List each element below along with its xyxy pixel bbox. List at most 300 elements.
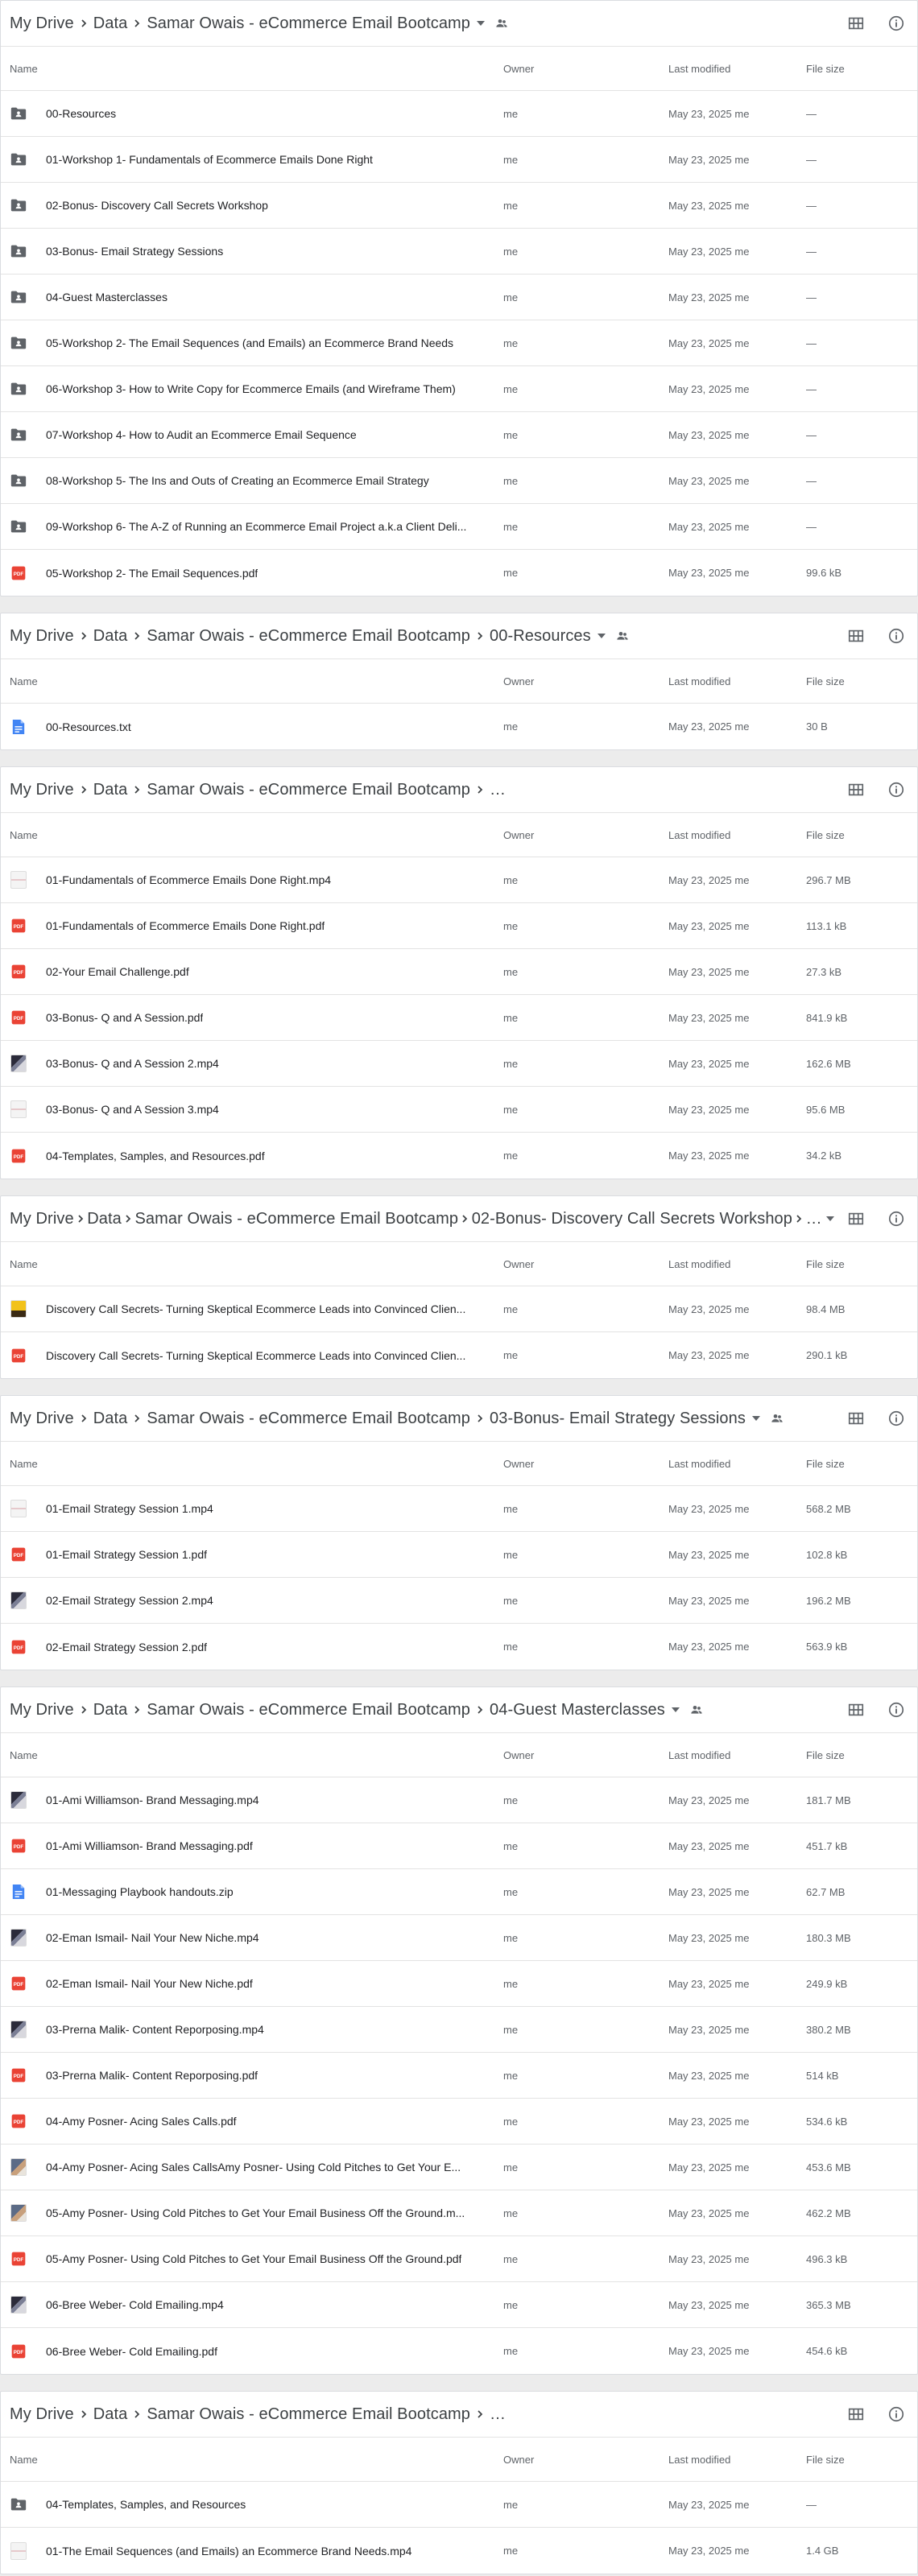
file-name: 04-Templates, Samples, and Resources.pdf xyxy=(46,1149,265,1162)
column-last-modified[interactable]: Last modified xyxy=(668,1748,731,1761)
pdf-file-icon xyxy=(10,2250,27,2268)
breadcrumb-item[interactable]: Samar Owais - eCommerce Email Bootcamp xyxy=(134,1209,459,1228)
file-owner: me xyxy=(503,1977,519,1990)
breadcrumb-item[interactable]: My Drive xyxy=(10,2405,74,2423)
video-thumbnail xyxy=(10,1100,27,1118)
chevron-right-icon xyxy=(792,1209,806,1228)
video-thumbnail-icon xyxy=(10,1791,27,1809)
file-last-modified: May 23, 2025 me xyxy=(668,2252,750,2265)
info-icon[interactable] xyxy=(885,2403,908,2425)
column-owner[interactable]: Owner xyxy=(503,828,535,841)
file-owner: me xyxy=(503,153,519,166)
file-size: 380.2 MB xyxy=(806,2023,851,2036)
file-row[interactable] xyxy=(1,1332,917,1378)
file-last-modified: May 23, 2025 me xyxy=(668,1150,750,1162)
file-name-cell xyxy=(1,2021,503,2038)
file-owner: me xyxy=(503,965,519,978)
file-row[interactable] xyxy=(1,1087,917,1133)
column-owner[interactable]: Owner xyxy=(503,1748,535,1761)
file-name-cell xyxy=(1,334,503,352)
column-name[interactable]: Name xyxy=(10,2453,38,2466)
video-thumbnail xyxy=(10,1300,27,1318)
file-name-cell xyxy=(1,1500,503,1517)
breadcrumb-item[interactable]: Samar Owais - eCommerce Email Bootcamp xyxy=(147,1700,471,1719)
breadcrumb-item[interactable]: Samar Owais - eCommerce Email Bootcamp xyxy=(147,1409,471,1427)
file-row[interactable] xyxy=(1,1961,917,2007)
file-owner: me xyxy=(503,2298,519,2311)
file-row[interactable] xyxy=(1,2099,917,2145)
grid-view-icon[interactable] xyxy=(845,12,867,35)
file-size: — xyxy=(806,382,817,395)
breadcrumb xyxy=(10,1700,835,1719)
view-tools xyxy=(845,1208,908,1230)
grid-view-icon[interactable] xyxy=(845,778,867,801)
column-name[interactable]: Name xyxy=(10,62,38,75)
table-header xyxy=(1,47,917,91)
file-name: 02-Eman Ismail- Nail Your New Niche.mp4 xyxy=(46,1931,259,1944)
table-header xyxy=(1,1733,917,1777)
file-name-cell xyxy=(1,1638,503,1656)
file-last-modified: May 23, 2025 me xyxy=(668,153,750,166)
breadcrumb-bar xyxy=(1,767,917,813)
file-size: 841.9 kB xyxy=(806,1011,848,1024)
file-name: 01-Fundamentals of Ecommerce Emails Done Right.pdf xyxy=(46,919,325,932)
file-name-cell xyxy=(1,1009,503,1026)
file-row[interactable] xyxy=(1,2236,917,2282)
video-thumbnail-icon xyxy=(10,1591,27,1609)
grid-view-icon[interactable] xyxy=(845,1407,867,1430)
file-row[interactable] xyxy=(1,1777,917,1823)
info-icon[interactable] xyxy=(885,12,908,35)
file-size: 113.1 kB xyxy=(806,919,847,932)
breadcrumb-item[interactable]: Samar Owais - eCommerce Email Bootcamp xyxy=(147,14,471,32)
breadcrumb-item[interactable]: My Drive xyxy=(10,1700,74,1719)
svg-text:PDF: PDF xyxy=(13,571,24,577)
grid-view-icon[interactable] xyxy=(845,1699,867,1721)
column-file-size[interactable]: File size xyxy=(806,675,845,687)
file-row[interactable] xyxy=(1,704,917,749)
file-row[interactable] xyxy=(1,1823,917,1869)
breadcrumb-bar xyxy=(1,1196,917,1242)
chevron-right-icon xyxy=(470,2405,490,2424)
file-row[interactable] xyxy=(1,1041,917,1087)
breadcrumb-bar xyxy=(1,1,917,47)
file-name-cell xyxy=(1,380,503,398)
file-owner: me xyxy=(503,245,519,258)
file-owner: me xyxy=(503,1502,519,1515)
breadcrumb-item[interactable]: Data xyxy=(87,1209,122,1228)
file-name: 01-Email Strategy Session 1.pdf xyxy=(46,1548,207,1561)
file-owner: me xyxy=(503,1057,519,1070)
folder-panel xyxy=(0,1395,918,1670)
shared-folder-icon xyxy=(10,334,27,352)
column-last-modified[interactable]: Last modified xyxy=(668,2453,731,2466)
file-row[interactable] xyxy=(1,91,917,137)
file-row[interactable] xyxy=(1,1532,917,1578)
file-name-cell xyxy=(1,2250,503,2268)
file-name: 01-Fundamentals of Ecommerce Emails Done Right.mp4 xyxy=(46,873,332,886)
table-header xyxy=(1,2438,917,2482)
view-tools xyxy=(845,2403,908,2425)
file-last-modified: May 23, 2025 me xyxy=(668,567,750,579)
file-row[interactable] xyxy=(1,1915,917,1961)
file-last-modified: May 23, 2025 me xyxy=(668,2023,750,2036)
chevron-right-icon xyxy=(74,14,93,33)
shared-folder-icon xyxy=(614,628,631,644)
video-thumbnail xyxy=(10,2021,27,2038)
file-name-cell xyxy=(1,1055,503,1072)
column-name[interactable]: Name xyxy=(10,1748,38,1761)
video-thumbnail xyxy=(10,871,27,889)
shared-folder-icon xyxy=(10,518,27,535)
chevron-right-icon xyxy=(127,2405,147,2424)
svg-text:PDF: PDF xyxy=(13,2073,24,2079)
breadcrumb xyxy=(10,1409,835,1428)
file-last-modified: May 23, 2025 me xyxy=(668,1548,750,1561)
file-owner: me xyxy=(503,567,519,579)
folder-menu-caret-icon[interactable] xyxy=(594,628,609,644)
file-owner: me xyxy=(503,1548,519,1561)
file-size: 162.6 MB xyxy=(806,1057,851,1070)
file-last-modified: May 23, 2025 me xyxy=(668,1794,750,1806)
breadcrumb-item[interactable]: 04-Guest Masterclasses xyxy=(490,1700,665,1719)
file-last-modified: May 23, 2025 me xyxy=(668,1931,750,1944)
column-file-size[interactable]: File size xyxy=(806,828,845,841)
file-last-modified: May 23, 2025 me xyxy=(668,2345,750,2357)
svg-text:PDF: PDF xyxy=(13,2256,24,2263)
video-thumbnail-icon xyxy=(10,1100,27,1118)
column-last-modified[interactable]: Last modified xyxy=(668,1457,731,1470)
file-name: Discovery Call Secrets- Turning Skeptical Ecommerce Leads into Convinced Clien... xyxy=(46,1302,466,1315)
info-icon[interactable] xyxy=(885,1407,908,1430)
column-file-size[interactable]: File size xyxy=(806,62,845,75)
file-last-modified: May 23, 2025 me xyxy=(668,919,750,932)
file-name: 09-Workshop 6- The A-Z of Running an Ecommerce Email Project a.k.a Client Deli... xyxy=(46,520,467,533)
info-icon[interactable] xyxy=(885,1208,908,1230)
breadcrumb-item[interactable]: 00-Resources xyxy=(490,626,591,645)
chevron-right-icon xyxy=(74,2405,93,2424)
folder-menu-caret-icon[interactable] xyxy=(473,15,488,31)
file-name: 03-Prerna Malik- Content Reporposing.mp4 xyxy=(46,2023,264,2036)
breadcrumb-overflow[interactable]: … xyxy=(490,780,507,799)
pdf-file-icon xyxy=(10,963,27,980)
file-last-modified: May 23, 2025 me xyxy=(668,291,750,303)
breadcrumb-item[interactable]: Data xyxy=(93,2405,128,2423)
info-icon[interactable] xyxy=(885,625,908,647)
column-name[interactable]: Name xyxy=(10,828,38,841)
file-name: 02-Eman Ismail- Nail Your New Niche.pdf xyxy=(46,1977,253,1990)
chevron-right-icon xyxy=(127,1409,147,1428)
folder-panel xyxy=(0,1686,918,2375)
grid-view-icon[interactable] xyxy=(845,2403,867,2425)
file-row[interactable] xyxy=(1,2528,917,2574)
column-file-size[interactable]: File size xyxy=(806,1748,845,1761)
file-size: 102.8 kB xyxy=(806,1548,848,1561)
file-name-cell xyxy=(1,2112,503,2130)
file-name: 04-Amy Posner- Acing Sales Calls.pdf xyxy=(46,2115,237,2128)
pdf-file-icon xyxy=(10,1837,27,1855)
chevron-right-icon xyxy=(470,1409,490,1428)
file-owner: me xyxy=(503,382,519,395)
file-name: 03-Bonus- Email Strategy Sessions xyxy=(46,245,224,258)
pdf-file-icon xyxy=(10,1147,27,1165)
file-last-modified: May 23, 2025 me xyxy=(668,1302,750,1315)
breadcrumb-item[interactable]: Samar Owais - eCommerce Email Bootcamp xyxy=(147,2405,471,2423)
file-name: 02-Email Strategy Session 2.mp4 xyxy=(46,1594,213,1607)
column-file-size[interactable]: File size xyxy=(806,1457,845,1470)
column-last-modified[interactable]: Last modified xyxy=(668,675,731,687)
svg-text:PDF: PDF xyxy=(13,2349,24,2355)
file-row[interactable] xyxy=(1,458,917,504)
svg-text:PDF: PDF xyxy=(13,969,24,976)
file-name: 03-Bonus- Q and A Session 3.mp4 xyxy=(46,1103,219,1116)
document-file-icon xyxy=(10,1883,27,1901)
file-name-cell xyxy=(1,472,503,489)
chevron-right-icon xyxy=(458,1209,472,1228)
file-size: 180.3 MB xyxy=(806,1931,851,1944)
file-name: 05-Workshop 2- The Email Sequences (and Emails) an Ecommerce Brand Needs xyxy=(46,336,454,349)
shared-folder-icon xyxy=(493,15,511,31)
info-icon[interactable] xyxy=(885,1699,908,1721)
video-thumbnail xyxy=(10,2296,27,2314)
file-name: 06-Workshop 3- How to Write Copy for Ecommerce Emails (and Wireframe Them) xyxy=(46,382,456,395)
column-owner[interactable]: Owner xyxy=(503,62,535,75)
svg-text:PDF: PDF xyxy=(13,1015,24,1022)
file-name: 01-Ami Williamson- Brand Messaging.mp4 xyxy=(46,1794,259,1806)
breadcrumb-overflow[interactable]: … xyxy=(490,2405,507,2423)
file-owner: me xyxy=(503,1885,519,1898)
column-last-modified[interactable]: Last modified xyxy=(668,62,731,75)
file-row[interactable] xyxy=(1,275,917,320)
file-owner: me xyxy=(503,1150,519,1162)
file-last-modified: May 23, 2025 me xyxy=(668,1011,750,1024)
file-name-cell xyxy=(1,2066,503,2084)
breadcrumb-item[interactable]: My Drive xyxy=(10,1209,74,1228)
file-row[interactable] xyxy=(1,183,917,229)
file-name: 03-Bonus- Q and A Session 2.mp4 xyxy=(46,1057,219,1070)
breadcrumb-item[interactable]: Data xyxy=(93,14,128,32)
chevron-right-icon xyxy=(74,1209,88,1228)
breadcrumb-item[interactable]: Samar Owais - eCommerce Email Bootcamp xyxy=(147,626,471,645)
file-size: 34.2 kB xyxy=(806,1150,842,1162)
file-last-modified: May 23, 2025 me xyxy=(668,1641,750,1653)
file-row[interactable] xyxy=(1,949,917,995)
video-thumbnail xyxy=(10,1500,27,1517)
file-row[interactable] xyxy=(1,1286,917,1332)
folder-panel xyxy=(0,613,918,750)
file-name-cell xyxy=(1,288,503,306)
file-name-cell xyxy=(1,1300,503,1318)
pdf-file-icon xyxy=(10,2066,27,2084)
column-name[interactable]: Name xyxy=(10,1457,38,1470)
table-header xyxy=(1,659,917,704)
file-name-cell xyxy=(1,518,503,535)
file-row[interactable] xyxy=(1,412,917,458)
breadcrumb-item[interactable]: Samar Owais - eCommerce Email Bootcamp xyxy=(147,780,471,799)
file-row[interactable] xyxy=(1,995,917,1041)
folder-panel xyxy=(0,766,918,1179)
breadcrumb-item[interactable]: Data xyxy=(93,626,128,645)
column-file-size[interactable]: File size xyxy=(806,2453,845,2466)
file-row[interactable] xyxy=(1,1624,917,1670)
breadcrumb-item[interactable]: My Drive xyxy=(10,14,74,32)
file-size: 563.9 kB xyxy=(806,1641,848,1653)
file-row[interactable] xyxy=(1,504,917,550)
file-owner: me xyxy=(503,2252,519,2265)
video-thumbnail xyxy=(10,2158,27,2176)
column-owner[interactable]: Owner xyxy=(503,675,535,687)
folder-menu-caret-icon[interactable] xyxy=(668,1702,683,1718)
file-row[interactable] xyxy=(1,550,917,596)
video-thumbnail-icon xyxy=(10,2204,27,2222)
file-last-modified: May 23, 2025 me xyxy=(668,2498,750,2511)
file-size: — xyxy=(806,291,817,303)
file-size: — xyxy=(806,107,817,120)
file-name-cell xyxy=(1,2204,503,2222)
breadcrumb-item[interactable]: My Drive xyxy=(10,1409,74,1427)
file-owner: me xyxy=(503,2545,519,2557)
column-last-modified[interactable]: Last modified xyxy=(668,828,731,841)
file-owner: me xyxy=(503,1349,519,1361)
file-owner: me xyxy=(503,336,519,349)
shared-folder-icon xyxy=(10,242,27,260)
file-last-modified: May 23, 2025 me xyxy=(668,1349,750,1361)
file-last-modified: May 23, 2025 me xyxy=(668,2545,750,2557)
breadcrumb-item[interactable]: 02-Bonus- Discovery Call Secrets Workshop xyxy=(471,1209,793,1228)
file-name-cell xyxy=(1,2496,503,2513)
chevron-right-icon xyxy=(74,780,93,799)
shared-folder-icon xyxy=(10,196,27,214)
file-name-cell xyxy=(1,917,503,935)
file-last-modified: May 23, 2025 me xyxy=(668,2207,750,2219)
file-row[interactable] xyxy=(1,1869,917,1915)
breadcrumb-item[interactable]: 03-Bonus- Email Strategy Sessions xyxy=(490,1409,746,1427)
svg-text:PDF: PDF xyxy=(13,1843,24,1850)
shared-folder-icon xyxy=(10,472,27,489)
breadcrumb-bar xyxy=(1,1687,917,1733)
table-header xyxy=(1,1442,917,1486)
file-row[interactable] xyxy=(1,1133,917,1179)
breadcrumb-item[interactable]: My Drive xyxy=(10,626,74,645)
grid-view-icon[interactable] xyxy=(845,1208,867,1230)
file-row[interactable] xyxy=(1,137,917,183)
breadcrumb xyxy=(10,1209,835,1228)
column-owner[interactable]: Owner xyxy=(503,1457,535,1470)
file-size: 27.3 kB xyxy=(806,965,842,978)
video-thumbnail-icon xyxy=(10,2542,27,2560)
pdf-file-icon xyxy=(10,2112,27,2130)
svg-text:PDF: PDF xyxy=(13,1981,24,1988)
file-name-cell xyxy=(1,871,503,889)
file-row[interactable] xyxy=(1,1578,917,1624)
column-owner[interactable]: Owner xyxy=(503,1257,535,1270)
breadcrumb-item[interactable]: My Drive xyxy=(10,780,74,799)
shared-folder-icon xyxy=(10,105,27,122)
video-thumbnail-icon xyxy=(10,1500,27,1517)
file-last-modified: May 23, 2025 me xyxy=(668,2069,750,2082)
file-size: — xyxy=(806,2498,817,2511)
breadcrumb-bar xyxy=(1,613,917,659)
folder-menu-caret-icon[interactable] xyxy=(749,1410,763,1426)
file-name: 04-Guest Masterclasses xyxy=(46,291,167,303)
file-owner: me xyxy=(503,2069,519,2082)
folder-panel xyxy=(0,1195,918,1379)
svg-text:PDF: PDF xyxy=(13,1552,24,1558)
file-owner: me xyxy=(503,474,519,487)
file-name: 04-Templates, Samples, and Resources xyxy=(46,2498,246,2511)
shared-folder-icon xyxy=(688,1702,705,1718)
breadcrumb-overflow[interactable]: … xyxy=(805,1209,822,1228)
file-row[interactable] xyxy=(1,903,917,949)
file-last-modified: May 23, 2025 me xyxy=(668,2298,750,2311)
video-thumbnail xyxy=(10,1591,27,1609)
file-row[interactable] xyxy=(1,857,917,903)
file-owner: me xyxy=(503,919,519,932)
file-name: 00-Resources xyxy=(46,107,117,120)
column-name[interactable]: Name xyxy=(10,1257,38,1270)
file-last-modified: May 23, 2025 me xyxy=(668,107,750,120)
file-row[interactable] xyxy=(1,2482,917,2528)
file-row[interactable] xyxy=(1,320,917,366)
file-row[interactable] xyxy=(1,366,917,412)
breadcrumb-item[interactable]: Data xyxy=(93,1700,128,1719)
column-owner[interactable]: Owner xyxy=(503,2453,535,2466)
file-row[interactable] xyxy=(1,1486,917,1532)
file-size: 451.7 kB xyxy=(806,1839,848,1852)
file-size: — xyxy=(806,245,817,258)
column-name[interactable]: Name xyxy=(10,675,38,687)
file-last-modified: May 23, 2025 me xyxy=(668,520,750,533)
file-name: 01-Ami Williamson- Brand Messaging.pdf xyxy=(46,1839,253,1852)
file-row[interactable] xyxy=(1,2328,917,2374)
file-owner: me xyxy=(503,2345,519,2357)
breadcrumb-item[interactable]: Data xyxy=(93,780,128,799)
folder-menu-caret-icon[interactable] xyxy=(825,1211,835,1227)
file-size: 514 kB xyxy=(806,2069,839,2082)
column-last-modified[interactable]: Last modified xyxy=(668,1257,731,1270)
breadcrumb-item[interactable]: Data xyxy=(93,1409,128,1427)
file-owner: me xyxy=(503,1641,519,1653)
shared-folder-icon xyxy=(10,151,27,168)
grid-view-icon[interactable] xyxy=(845,625,867,647)
file-name: 04-Amy Posner- Acing Sales CallsAmy Posner- Using Cold Pitches to Get Your E... xyxy=(46,2161,461,2174)
file-owner: me xyxy=(503,107,519,120)
file-row[interactable] xyxy=(1,229,917,275)
file-name-cell xyxy=(1,963,503,980)
file-row[interactable] xyxy=(1,2190,917,2236)
file-last-modified: May 23, 2025 me xyxy=(668,1977,750,1990)
document-file-icon xyxy=(10,718,27,736)
file-last-modified: May 23, 2025 me xyxy=(668,1594,750,1607)
file-row[interactable] xyxy=(1,2145,917,2190)
file-owner: me xyxy=(503,291,519,303)
file-size: 365.3 MB xyxy=(806,2298,851,2311)
file-owner: me xyxy=(503,1794,519,1806)
video-thumbnail-icon xyxy=(10,871,27,889)
pdf-file-icon xyxy=(10,1347,27,1364)
file-row[interactable] xyxy=(1,2007,917,2053)
video-thumbnail-icon xyxy=(10,1300,27,1318)
file-name-cell xyxy=(1,2296,503,2314)
file-row[interactable] xyxy=(1,2053,917,2099)
column-file-size[interactable]: File size xyxy=(806,1257,845,1270)
info-icon[interactable] xyxy=(885,778,908,801)
file-name-cell xyxy=(1,1791,503,1809)
chevron-right-icon xyxy=(74,1409,93,1428)
file-row[interactable] xyxy=(1,2282,917,2328)
file-size: — xyxy=(806,474,817,487)
file-last-modified: May 23, 2025 me xyxy=(668,2115,750,2128)
